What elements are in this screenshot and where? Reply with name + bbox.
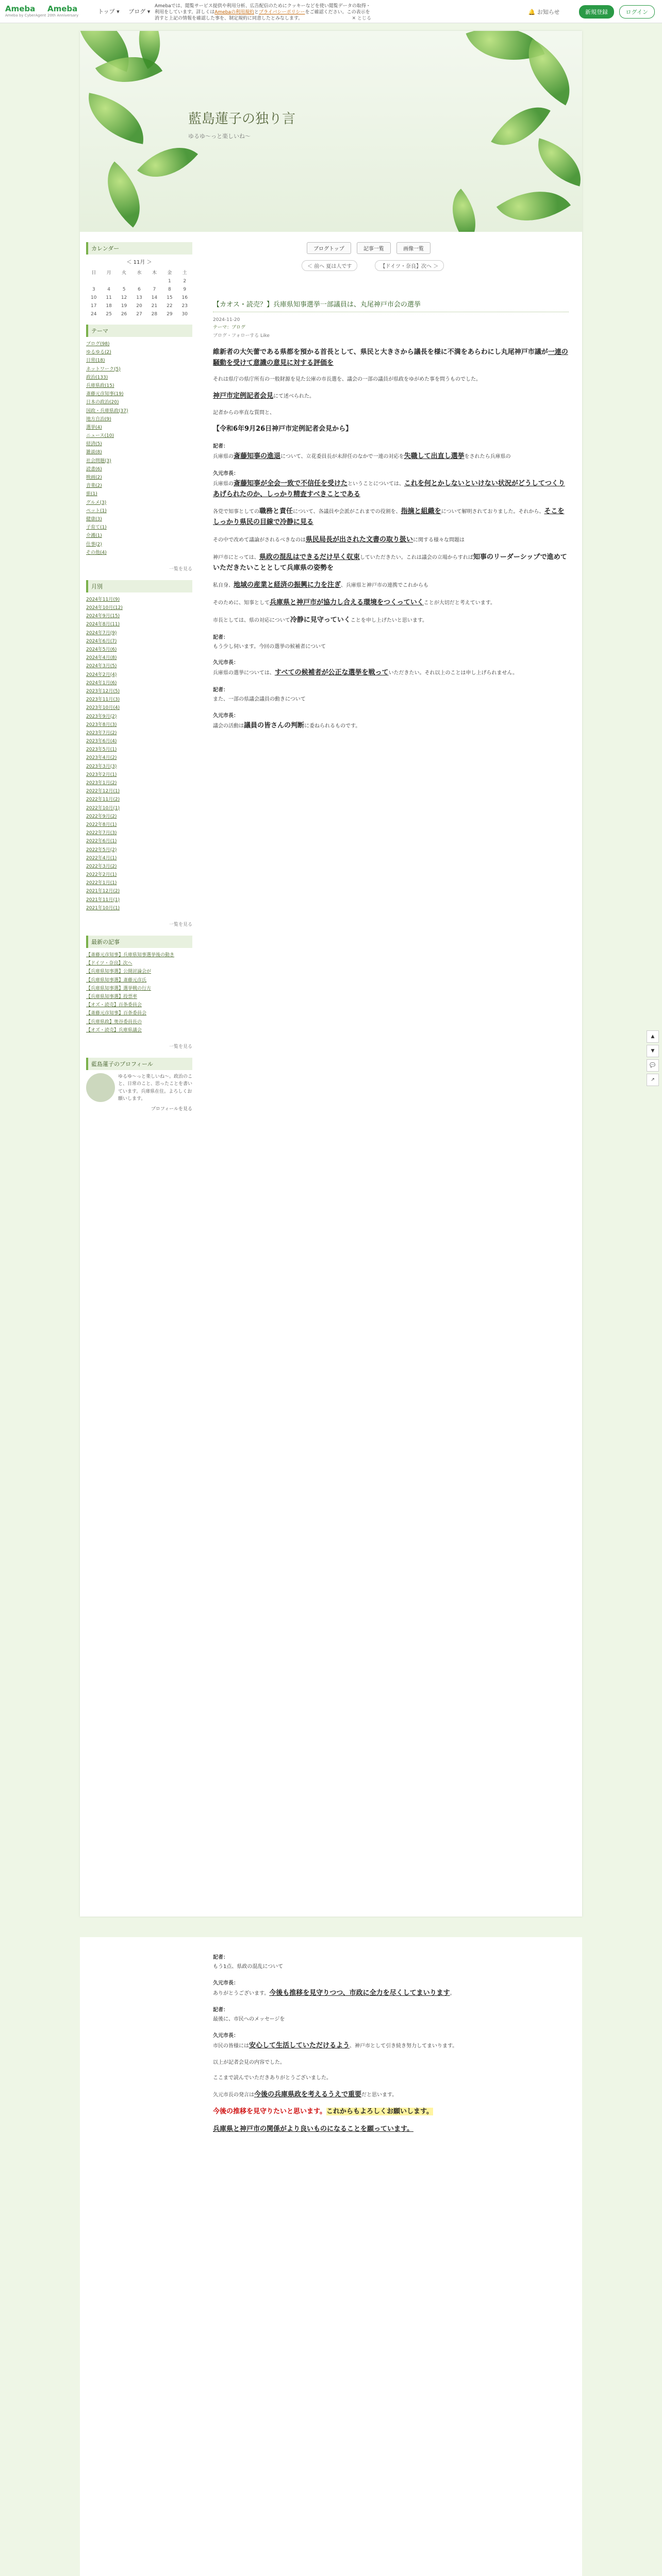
tab-image-list[interactable]: 画像一覧 <box>396 242 431 254</box>
sidebar-archive-link[interactable]: 2023年11月(3) <box>86 697 120 703</box>
post-title[interactable]: 【カオス・読売？】兵庫県知事選挙一部議員は、丸尾神戸市会の選挙 <box>213 299 569 312</box>
question: 最後に、市民へのメッセージを <box>213 2016 285 2023</box>
paragraph: 記者からの率直な質問と、 <box>213 410 275 416</box>
profile-heading: 藍島蓮子のプロフィール <box>86 1058 192 1070</box>
post-theme-link[interactable]: テーマ：ブログ <box>213 325 246 331</box>
question: もう少し伺います。今回の選挙の候補者について <box>213 643 326 650</box>
calendar-day[interactable]: 16 <box>181 295 188 300</box>
calendar-weekday: 日 <box>91 270 96 276</box>
section-heading: 【令和6年9月26日神戸市定例記者会見から】 <box>213 425 353 433</box>
calendar-day[interactable]: 17 <box>90 303 97 309</box>
blog-title[interactable]: 藍島蓮子の独り言 <box>188 111 296 127</box>
sidebar-archive-link[interactable]: 2021年11月(1) <box>86 897 120 903</box>
calendar-day[interactable]: 22 <box>167 303 173 309</box>
sidebar-theme-link[interactable]: 経済(5) <box>86 442 102 447</box>
paragraph: 神戸市定例記者会見にて述べられた。 <box>213 392 315 400</box>
speaker-label: 記者： <box>213 444 228 450</box>
sidebar-theme-link[interactable]: 兵庫県政(15) <box>86 383 114 388</box>
sidebar-archive-link[interactable]: 2023年5月(1) <box>86 747 117 753</box>
register-button[interactable]: 新規登録 <box>579 5 614 19</box>
sidebar-recent-link[interactable]: 【オズ・読売】百条委員会 <box>86 1003 142 1008</box>
leaf-decoration <box>496 172 571 232</box>
sidebar-recent-link[interactable]: 【兵庫県知事選】斎藤元彦氏 <box>86 977 147 983</box>
sidebar-theme-link[interactable]: 地方自治(9) <box>86 416 111 422</box>
sidebar-archive-link[interactable]: 2024年4月(8) <box>86 655 117 661</box>
calendar-day[interactable]: 14 <box>151 295 158 300</box>
nav-top[interactable]: トップ ▾ <box>98 8 120 15</box>
calendar-day[interactable]: 13 <box>136 295 142 300</box>
theme-list <box>86 340 192 557</box>
post-pager <box>302 260 459 271</box>
paragraph: ここまで読んでいただきありがとうございました。 <box>213 2075 332 2081</box>
calendar-month-nav[interactable]: ＜ 11月 ＞ <box>126 260 152 265</box>
sidebar-theme-link[interactable]: 国政・兵庫県政(37) <box>86 408 128 414</box>
cookie-notice: Amebaでは、閲覧サービス提供や利用分析、広告配信のためにクッキーなどを使い閲覧データの取得・利用をしています。詳しくはAmebaの利用規約とプライバシーポリシーをご確認ください。この表示を消すと上記の情報を確認した事を、制定規約に同意したとみなします。 ✕ とじる <box>155 4 371 22</box>
sidebar-theme-link[interactable]: 日常(18) <box>86 358 105 364</box>
login-button[interactable]: ログイン <box>619 5 655 19</box>
calendar-day <box>147 277 162 285</box>
calendar-weekday: 木 <box>152 270 157 276</box>
sidebar-recent-link[interactable]: 【斎藤元彦知事】兵庫県知事選挙後の動き <box>86 953 175 958</box>
calendar-day[interactable]: 1 <box>168 279 171 284</box>
ameba-logo[interactable]: Ameba Ameba by CyberAgent <box>5 4 46 18</box>
profile-box <box>86 1073 192 1113</box>
answer: 議会の活動は議員の皆さんの判断に委ねられるものです。 <box>213 721 361 730</box>
post-date: 2024-11-20 <box>213 317 240 323</box>
sidebar-theme-link[interactable]: ネットワーク(5) <box>86 366 121 372</box>
question: もう1点、県政の混乱について <box>213 1964 284 1970</box>
sidebar-theme-link[interactable]: 旅(1) <box>86 492 97 497</box>
calendar-day[interactable]: 21 <box>151 303 158 309</box>
sidebar-theme-link[interactable]: 選挙(4) <box>86 425 102 430</box>
top-nav <box>98 7 157 15</box>
sidebar-theme-link[interactable]: 音楽(2) <box>86 483 102 489</box>
top-right-actions <box>528 5 655 19</box>
paragraph: 久元市長の発言は今後の兵庫県政を考えるうえで重要だと思います。 <box>213 2090 398 2098</box>
notice-close-button[interactable]: ✕ とじる <box>352 16 371 22</box>
answer: 兵庫県の斎藤知事が全会一致で不信任を受けたということについては、これを何とかしないといけない状況がどうしてつくりあげられたのか、しっかり精査すべきことである <box>213 479 565 498</box>
sidebar-archive-link[interactable]: 2023年6月(4) <box>86 739 117 744</box>
sidebar-theme-link[interactable]: 読書(6) <box>86 466 102 472</box>
calendar-day[interactable]: 24 <box>90 312 97 317</box>
sidebar-archive-link[interactable]: 2024年5月(6) <box>86 647 117 652</box>
sidebar-archive-link[interactable]: 2022年6月(1) <box>86 839 117 844</box>
calendar-day <box>117 277 131 285</box>
sidebar-archive-link[interactable]: 2022年4月(1) <box>86 855 117 861</box>
scroll-down-icon[interactable]: ▼ <box>647 1045 659 1057</box>
sidebar-theme-link[interactable]: ゆるゆる(2) <box>86 350 111 355</box>
comment-icon[interactable]: 💬 <box>647 1059 659 1072</box>
next-post-link[interactable]: 【ドイツ・奈良】次へ ＞ <box>375 260 444 271</box>
calendar-day <box>101 277 116 285</box>
calendar-day[interactable]: 12 <box>121 295 127 300</box>
calendar-day[interactable]: 2 <box>183 279 187 284</box>
sidebar-theme-link[interactable]: 斎藤元彦知事(19) <box>86 392 124 397</box>
sidebar-archive-link[interactable]: 2022年7月(3) <box>86 831 117 836</box>
sidebar-archive-link[interactable]: 2023年2月(1) <box>86 772 117 777</box>
floating-tools <box>647 1030 659 1088</box>
calendar-heading: カレンダー <box>86 242 192 255</box>
calendar-day[interactable]: 30 <box>181 312 188 317</box>
sidebar-archive-link[interactable]: 2021年10月(1) <box>86 905 120 911</box>
theme-more-link[interactable]: 一覧を見る <box>169 566 192 572</box>
sidebar-archive-link[interactable]: 2022年12月(1) <box>86 789 120 794</box>
scroll-up-icon[interactable]: ▲ <box>647 1030 659 1043</box>
sidebar-archive-link[interactable]: 2022年1月(1) <box>86 880 117 886</box>
calendar-weekday: 水 <box>137 270 142 276</box>
share-actions[interactable]: ブログ・フォローする Like <box>213 333 270 338</box>
blog-header <box>80 31 582 232</box>
calendar-weekday: 月 <box>106 270 111 276</box>
calendar-day[interactable]: 19 <box>121 303 127 309</box>
share-icon[interactable]: ↗ <box>647 1074 659 1086</box>
sidebar-archive-link[interactable]: 2024年1月(6) <box>86 680 117 686</box>
sidebar-recent-link[interactable]: 【兵庫県知事選】選挙戦の行方 <box>86 986 152 991</box>
paragraph: 以上が記者会見の内容でした。 <box>213 2059 285 2065</box>
calendar-day[interactable]: 3 <box>92 287 95 292</box>
sidebar-archive-link[interactable]: 2022年8月(1) <box>86 822 117 827</box>
sidebar-theme-link[interactable]: 仕事(2) <box>86 541 102 547</box>
sidebar-archive-link[interactable]: 2022年9月(2) <box>86 814 117 819</box>
sidebar-theme-link[interactable]: 映画(2) <box>86 475 102 480</box>
sidebar-archive-link[interactable]: 2023年4月(2) <box>86 755 117 761</box>
nav-blog[interactable]: ブログ ▾ <box>128 8 151 15</box>
paragraph: それは県庁の県庁所有の一般財源を見た公庫の市長選を、議会の一部の議員が県政をゆがめた事を問うものでした。 <box>213 377 481 383</box>
calendar-day[interactable]: 15 <box>167 295 173 300</box>
calendar <box>86 267 192 318</box>
answer: 市民の皆様には安心して生活していただけるよう、神戸市として引き続き努力してまいります。 <box>213 2041 458 2049</box>
calendar-day[interactable]: 10 <box>90 295 97 300</box>
calendar-day[interactable]: 26 <box>121 312 127 317</box>
recent-list <box>86 951 192 1035</box>
calendar-day <box>86 277 101 285</box>
sidebar-theme-link[interactable]: 政治(133) <box>86 375 108 380</box>
calendar-weekday: 火 <box>122 270 127 276</box>
question: また、一部の県議会議員の動きについて <box>213 697 306 703</box>
top-bar <box>0 0 662 23</box>
answer: 私自身、地域の産業と経済の振興に力を注ぎ、兵庫県と神戸市の連携でこれからも <box>213 581 429 589</box>
sidebar-recent-link[interactable]: 【オズ・読売】兵庫県議会 <box>86 1027 142 1033</box>
archive-more-link[interactable]: 一覧を見る <box>169 922 192 927</box>
sidebar-theme-link[interactable]: グルメ(3) <box>86 500 107 505</box>
sidebar-archive-link[interactable]: 2021年12月(2) <box>86 889 120 894</box>
calendar-day[interactable]: 6 <box>138 287 141 292</box>
sidebar-archive-link[interactable]: 2023年9月(2) <box>86 714 117 719</box>
sidebar-archive-link[interactable]: 2023年1月(2) <box>86 781 117 786</box>
calendar-day[interactable]: 25 <box>106 312 112 317</box>
sidebar-theme-link[interactable]: その他(4) <box>86 550 107 555</box>
sidebar-archive-link[interactable]: 2024年11月(9) <box>86 597 120 602</box>
archive-list <box>86 596 192 912</box>
closing-paragraph: 今後の推移を見守りたいと思います。これからもよろしくお願いします。 <box>213 2108 433 2116</box>
answer: そのために、知事として兵庫県と神戸市が協力し合える環境をつくっていくことが大切だと考えています。 <box>213 599 495 607</box>
prev-post-link[interactable]: ＜ 前へ 夏は人です <box>302 260 357 271</box>
sidebar-archive-link[interactable]: 2024年7月(9) <box>86 630 117 636</box>
sidebar-archive-link[interactable]: 2024年9月(15) <box>86 614 120 619</box>
speaker-label: 記者： <box>213 2007 228 2013</box>
sidebar-archive-link[interactable]: 2023年8月(3) <box>86 722 117 727</box>
sidebar-theme-link[interactable]: ニュース(10) <box>86 433 114 439</box>
sidebar-archive-link[interactable]: 2022年5月(2) <box>86 847 117 853</box>
recent-heading: 最新の記事 <box>86 936 192 948</box>
lead-paragraph: 維新者の大矢蕾である県都を預かる首長として、県民と大きさから議長を様に不満をあらわにし丸尾神戸市議が一連の騒動を受けて意識の意見に対する評価を <box>213 348 568 367</box>
sidebar-recent-link[interactable]: 【兵庫県政】奥谷委員長の <box>86 1019 142 1025</box>
question: 兵庫県の斎藤知事の進退について、立花委員長が未辞任のなかで一連の対応を失職して出直し選挙をされたら兵庫県の <box>213 452 511 461</box>
sidebar-archive-link[interactable]: 2022年10月(1) <box>86 805 120 811</box>
closing-paragraph: 兵庫県と神戸市の関係がより良いものになることを願っています。 <box>213 2125 413 2133</box>
profile-text: ゆるゆ〜っと楽しいね〜。政治のこと、日常のこと、思ったことを書いています。兵庫県在住。よろしくお願いします。 <box>118 1074 193 1102</box>
calendar-weekday: 金 <box>167 270 172 276</box>
sidebar-archive-link[interactable]: 2023年12月(5) <box>86 688 120 694</box>
recent-more-link[interactable]: 一覧を見る <box>169 1044 192 1049</box>
theme-heading: テーマ <box>86 325 192 337</box>
sidebar-theme-link[interactable]: 健康(3) <box>86 516 102 522</box>
sidebar-theme-link[interactable]: 社会問題(3) <box>86 458 111 464</box>
sidebar-theme-link[interactable]: 日本の政治(20) <box>86 400 119 405</box>
calendar-day[interactable]: 29 <box>167 312 173 317</box>
sidebar-theme-link[interactable]: ブログ(98) <box>86 342 110 347</box>
sidebar-archive-link[interactable]: 2024年3月(5) <box>86 664 117 669</box>
sidebar-recent-link[interactable]: 【斎藤元彦知事】百条委員会 <box>86 1011 147 1016</box>
speaker-label: 久元市長： <box>213 660 239 666</box>
sidebar-archive-link[interactable]: 2022年2月(1) <box>86 872 117 878</box>
leaf-decoration <box>137 131 198 194</box>
sidebar-theme-link[interactable]: 子育て(1) <box>86 525 107 531</box>
sidebar-theme-link[interactable]: 介護(1) <box>86 533 102 539</box>
speaker-label: 記者： <box>213 1955 228 1960</box>
calendar-day[interactable]: 9 <box>183 287 187 292</box>
speaker-label: 記者： <box>213 634 228 640</box>
ameba-20th-logo[interactable]: Ameba 20th Anniversary <box>47 4 79 18</box>
archive-heading: 月別 <box>86 580 192 592</box>
sidebar-recent-link[interactable]: 【ドイツ・奈良】次へ <box>86 961 133 967</box>
terms-link[interactable]: Amebaの利用規約 <box>214 10 254 15</box>
sidebar-archive-link[interactable]: 2023年7月(2) <box>86 730 117 736</box>
post-meta <box>213 316 569 340</box>
blog-container <box>80 31 582 1917</box>
leaf-decoration <box>530 138 582 186</box>
calendar-day[interactable]: 7 <box>153 287 156 292</box>
calendar-day[interactable]: 23 <box>181 303 188 309</box>
sidebar-recent-link[interactable]: 【兵庫県知事選】投票率 <box>86 994 138 999</box>
answer: 神戸市にとっては、県政の混乱はできるだけ早く収束していただきたい。これは議会の立場からすれば知事のリーダーシップで進めていただきたいこととして兵庫県の姿勢を <box>213 553 567 572</box>
answer: 兵庫県の選挙については、すべての候補者が公正な選挙を戦っていただきたい。それ以上のことは申し上げられません。 <box>213 669 518 677</box>
sidebar-recent-link[interactable]: 【兵庫県知事選】公開討論会が <box>86 969 152 975</box>
sidebar-archive-link[interactable]: 2024年2月(4) <box>86 672 117 677</box>
sidebar-archive-link[interactable]: 2024年10月(12) <box>86 605 123 611</box>
answer: ありがとうございます。今後も推移を見守りつつ、市政に全力を尽くしてまいります。 <box>213 1989 455 1997</box>
calendar-day[interactable]: 5 <box>122 287 126 292</box>
calendar-day[interactable]: 8 <box>168 287 171 292</box>
notification-bell-icon[interactable]: 🔔 お知らせ <box>528 9 560 15</box>
article <box>213 299 569 738</box>
sidebar-archive-link[interactable]: 2023年3月(3) <box>86 764 117 769</box>
sidebar-archive-link[interactable]: 2023年10月(4) <box>86 705 120 711</box>
calendar-day[interactable]: 4 <box>107 287 110 292</box>
sidebar-archive-link[interactable]: 2024年6月(7) <box>86 638 117 644</box>
calendar-day[interactable]: 18 <box>106 303 112 309</box>
sidebar-archive-link[interactable]: 2022年11月(2) <box>86 797 120 803</box>
sidebar-archive-link[interactable]: 2022年3月(2) <box>86 863 117 869</box>
answer: その中で改めて議論がされるべきなのは県民局長が出された文書の取り扱いに関する様々な問題は <box>213 536 465 544</box>
calendar-day <box>131 277 146 285</box>
speaker-label: 久元市長： <box>213 1980 239 1986</box>
blog-container-continued <box>80 1937 582 2576</box>
calendar-weekday: 土 <box>182 270 187 276</box>
calendar-day[interactable]: 28 <box>151 312 158 317</box>
tab-blog-top[interactable]: ブログトップ <box>307 242 351 254</box>
sidebar-theme-link[interactable]: ペット(1) <box>86 508 107 514</box>
leaf-decoration <box>437 189 491 232</box>
sidebar-theme-link[interactable]: 雑談(8) <box>86 450 102 455</box>
speaker-label: 久元市長： <box>213 713 239 719</box>
speaker-label: 久元市長： <box>213 2032 239 2039</box>
answer: 各党で知事としての職務と責任について、各議員や会派がこれまでの役割を、指摘と組織をについて解明されておりました。それから、そこをしっかり県民の目線で冷静に見る <box>213 507 565 527</box>
blog-subnav <box>307 242 435 254</box>
calendar-day[interactable]: 20 <box>136 303 142 309</box>
answer: 市長としては、県の対応について冷静に見守っていくことを申し上げたいと思います。 <box>213 616 428 624</box>
tab-article-list[interactable]: 記事一覧 <box>357 242 391 254</box>
profile-more-link[interactable]: プロフィールを見る <box>151 1107 192 1112</box>
article-continued <box>213 1953 569 2142</box>
calendar-day[interactable]: 11 <box>106 295 112 300</box>
speaker-label: 久元市長： <box>213 470 239 477</box>
avatar[interactable] <box>86 1073 115 1102</box>
calendar-day[interactable]: 27 <box>136 312 142 317</box>
sidebar <box>86 242 192 1113</box>
leaf-decoration <box>82 93 150 144</box>
sidebar-archive-link[interactable]: 2024年8月(11) <box>86 622 120 628</box>
blog-subtitle: ゆるゆ〜っと楽しいね〜 <box>188 133 251 140</box>
speaker-label: 記者： <box>213 687 228 693</box>
privacy-link[interactable]: プライバシーポリシー <box>259 10 305 15</box>
